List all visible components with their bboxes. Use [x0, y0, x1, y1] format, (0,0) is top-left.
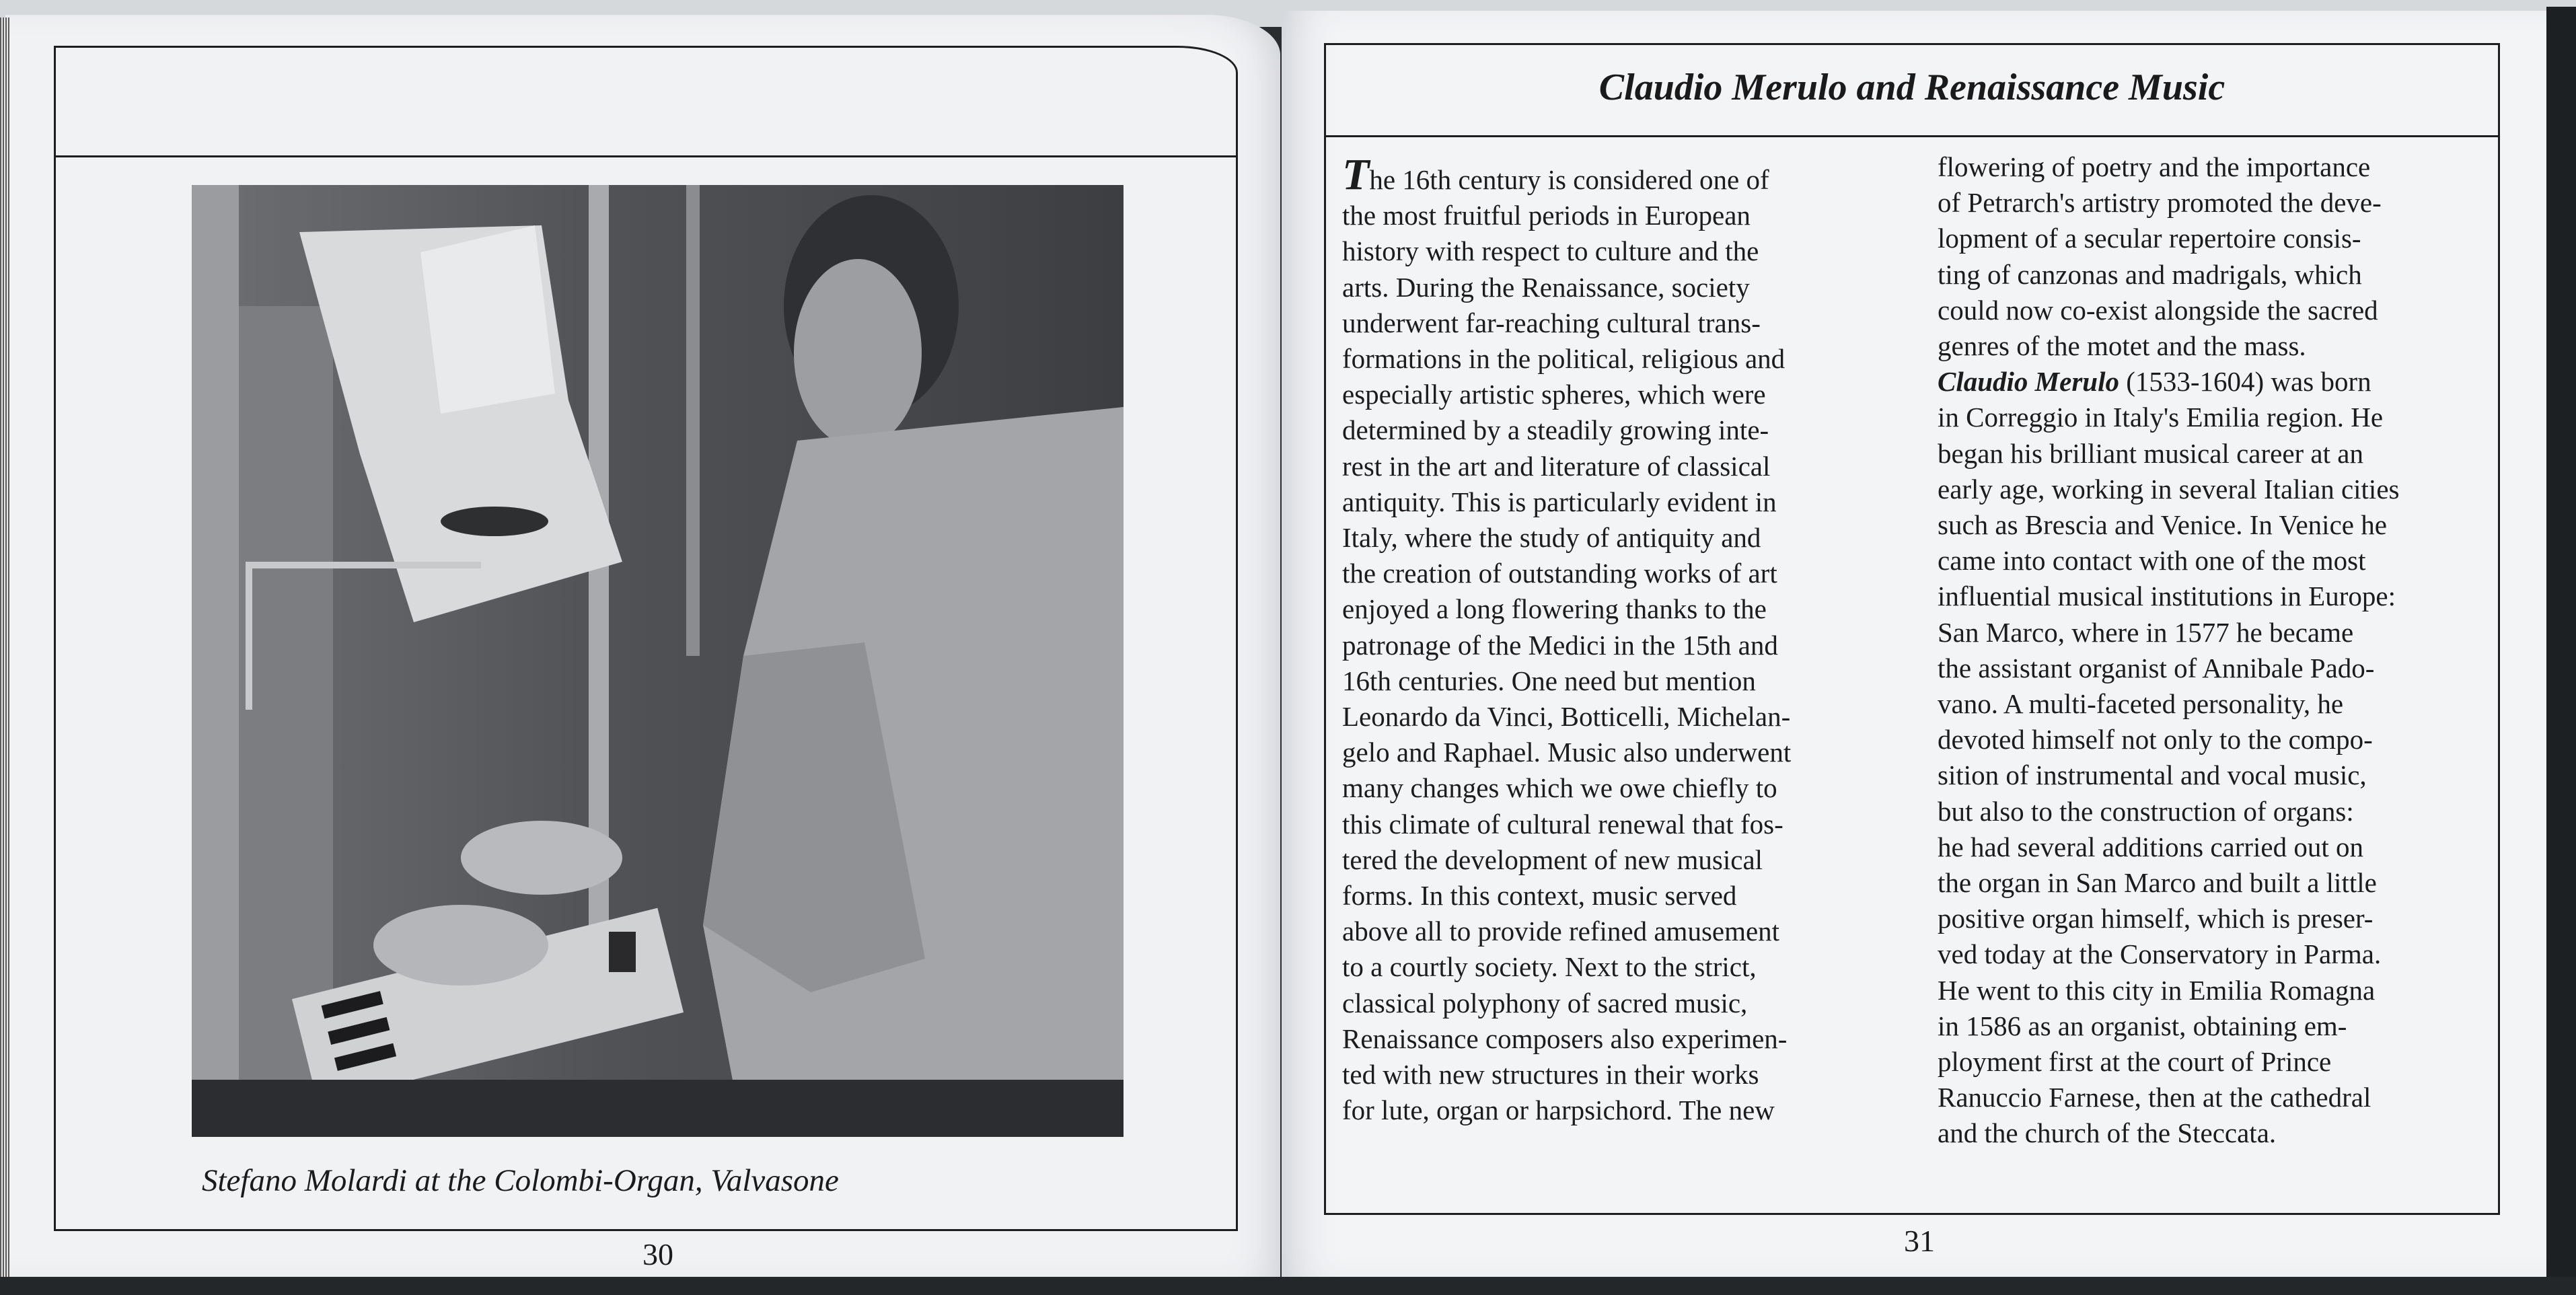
- text-line: sition of instrumental and vocal music,: [1938, 760, 2367, 791]
- lamp-shade: [441, 507, 548, 536]
- text-line: especially artistic spheres, which were: [1342, 379, 1766, 410]
- text-line: in Correggio in Italy's Emilia region. He: [1938, 402, 2384, 433]
- text-line: ployment first at the court of Prince: [1938, 1046, 2332, 1078]
- text-line: could now co-exist alongside the sacred: [1938, 294, 2378, 326]
- text-line: Ranuccio Farnese, then at the cathedral: [1938, 1082, 2371, 1113]
- header-divider: [56, 155, 1236, 157]
- right-hand: [461, 821, 622, 895]
- text-line: early age, working in several Italian cities: [1938, 473, 2400, 505]
- text-line-content: he 16th century is considered one of: [1369, 164, 1769, 195]
- text-line: determined by a steadily growing inte-: [1342, 414, 1769, 446]
- text-line: [1342, 150, 1921, 199]
- text-line: but also to the construction of organs:: [1938, 795, 2354, 827]
- text-line: San Marco, where in 1577 he became: [1938, 616, 2354, 648]
- text-line: antiquity. This is particularly evident in: [1342, 486, 1777, 517]
- page-number-right: 31: [1904, 1224, 1935, 1258]
- text-line: Italy, where the study of antiquity and: [1342, 522, 1761, 554]
- text-line: Leonardo da Vinci, Botticelli, Michelan-: [1342, 701, 1791, 733]
- lamp-stand: [246, 562, 252, 710]
- text-line: to a courtly society. Next to the strict,: [1342, 951, 1757, 983]
- text-line: arts. During the Renaissance, society: [1342, 271, 1750, 303]
- page-title: Claudio Merulo and Renaissance Music: [1598, 67, 2225, 108]
- text-line: genres of the motet and the mass.: [1938, 330, 2306, 362]
- text-line: positive organ himself, which is preser-: [1938, 903, 2373, 934]
- music-sheet-fold: [420, 225, 555, 414]
- left-hand: [373, 905, 548, 986]
- text-column-2: [1938, 149, 2496, 1152]
- text-line: such as Brescia and Venice. In Venice he: [1938, 509, 2387, 541]
- text-line: the creation of outstanding works of art: [1342, 558, 1777, 589]
- text-line: underwent far-reaching cultural trans-: [1342, 307, 1761, 338]
- text-line: began his brilliant musical career at an: [1938, 437, 2363, 469]
- text-line: forms. In this context, music served: [1342, 880, 1737, 912]
- text-line: of Petrarch's artistry promoted the deve-: [1938, 187, 2382, 219]
- text-line: lopment of a secular repertoire consis-: [1938, 223, 2361, 254]
- text-line: rest in the art and literature of classical: [1342, 450, 1771, 482]
- scan-bottom-edge: [0, 1277, 2576, 1295]
- text-line: influential musical institutions in Europe:: [1938, 581, 2396, 612]
- page-number-left: 30: [642, 1237, 673, 1271]
- text-line: flowering of poetry and the importance: [1938, 151, 2371, 182]
- text-line: he had several additions carried out on: [1938, 831, 2363, 862]
- wristwatch: [609, 932, 636, 972]
- drop-cap: T: [1342, 150, 1370, 199]
- text-line: formations in the political, religious and: [1342, 343, 1786, 375]
- organ-pipe: [686, 185, 700, 656]
- text-line: in 1586 as an organist, obtaining em-: [1938, 1010, 2347, 1041]
- text-line: tered the development of new musical: [1342, 844, 1763, 875]
- text-line: vano. A multi-faceted personality, he: [1938, 688, 2344, 720]
- text-line: devoted himself not only to the compo-: [1938, 724, 2373, 755]
- text-line: the organ in San Marco and built a little: [1938, 867, 2377, 899]
- text-line: ved today at the Conservatory in Parma.: [1938, 938, 2382, 970]
- text-line: the assistant organist of Annibale Pado-: [1938, 652, 2375, 683]
- text-line-content: (1533-1604) was born: [2119, 366, 2371, 398]
- text-line: He went to this city in Emilia Romagna: [1938, 974, 2376, 1006]
- text-line: [1938, 364, 2496, 400]
- text-line: and the church of the Steccata.: [1938, 1117, 2277, 1149]
- text-line: patronage of the Medici in the 15th and: [1342, 629, 1778, 661]
- text-line: above all to provide refined amusement: [1342, 916, 1780, 947]
- text-line: the most fruitful periods in European: [1342, 200, 1751, 231]
- book-cover-edge: [2546, 7, 2576, 1295]
- organ-base: [192, 1080, 1124, 1137]
- text-line: Renaissance composers also experimen-: [1342, 1023, 1788, 1054]
- text-line: this climate of cultural renewal that fos-: [1342, 808, 1783, 840]
- page-stack-edge: [0, 17, 9, 1277]
- text-line: gelo and Raphael. Music also underwent: [1342, 737, 1792, 768]
- man-face: [794, 259, 922, 447]
- text-line: ting of canzonas and madrigals, which: [1938, 258, 2362, 290]
- lamp-arm: [246, 562, 481, 568]
- photo-caption: Stefano Molardi at the Colombi-Organ, Valvasone: [202, 1163, 839, 1198]
- header-divider: [1326, 135, 2498, 137]
- text-line: ted with new structures in their works: [1342, 1059, 1759, 1090]
- text-line: enjoyed a long flowering thanks to the: [1342, 593, 1767, 625]
- text-line: came into contact with one of the most: [1938, 545, 2366, 577]
- organist-photo: [192, 185, 1124, 1137]
- text-line: 16th centuries. One need but mention: [1342, 665, 1756, 696]
- composer-name: Claudio Merulo: [1938, 366, 2119, 398]
- organ-case-left: [192, 185, 239, 1137]
- organist-photo-image: [192, 185, 1124, 1137]
- text-line: many changes which we owe chiefly to: [1342, 772, 1777, 804]
- text-line: classical polyphony of sacred music,: [1342, 987, 1748, 1019]
- text-column-1: [1342, 150, 1921, 1128]
- text-line: for lute, organ or harpsichord. The new: [1342, 1095, 1775, 1126]
- text-line: history with respect to culture and the: [1342, 235, 1759, 267]
